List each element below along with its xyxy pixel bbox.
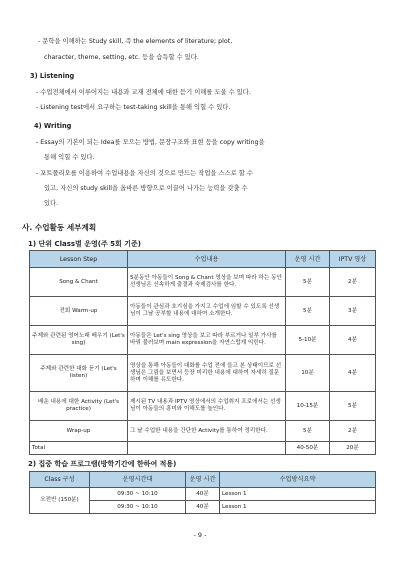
col-header-lesson-step: Lesson Step bbox=[30, 251, 128, 268]
cell-content: 5분동안 아동들이 Song & Chant 영상을 보며 따라 하는 동안 선생님은 신속하게 출결과 숙제검사를 한다. bbox=[128, 268, 286, 297]
intro-line-2: character, theme, setting, etc. 등을 습득할 수 있다. bbox=[44, 54, 199, 61]
col-header-class: Class 구성 bbox=[30, 472, 90, 488]
writing-line-5: 있다. bbox=[44, 200, 59, 207]
listening-heading: 3) Listening bbox=[30, 72, 75, 80]
col-header-iptv: IPTV 영상 bbox=[330, 251, 376, 268]
writing-line-3: - 포트폴리오를 이용하여 수업내용을 자신의 것으로 만드는 작업을 스스로 할 수 bbox=[36, 170, 253, 177]
col-header-time: 운영 시간 bbox=[286, 251, 330, 268]
table2-title: 2) 집중 학습 프로그램(방학기간에 한하여 적용) bbox=[28, 460, 177, 468]
class-operation-table bbox=[29, 250, 376, 455]
cell-step: Wrap-up bbox=[30, 421, 128, 442]
cell-class-group: 오전반 (150분) bbox=[30, 488, 90, 514]
cell-content: 아동들이 관심과 호기심을 가지고 수업에 임할 수 있도록 선생님이 그날 공부할 내용에 대하여 소개한다. bbox=[128, 297, 286, 326]
writing-line-1: - Essay의 기본이 되는 Idea를 모으는 방법, 문장구조와 표현 등을 copy writing을 bbox=[36, 139, 265, 146]
table-row bbox=[30, 268, 376, 297]
table-row bbox=[30, 488, 376, 501]
cell-time: 5분 bbox=[286, 297, 330, 326]
cell-time: 5분 bbox=[286, 268, 330, 297]
cell-summary: Lesson 1 bbox=[220, 501, 376, 514]
cell-content: 제시된 TV 내용과 IPTV 영상에서의 수업취지 프로에서는 선생님이 아동들의 흥미와 이해도를 높인다. bbox=[128, 392, 286, 421]
cell-iptv: 5분 bbox=[330, 392, 376, 421]
cell-content: 영상을 통해 아동들이 대화를 수업 전에 들고 본 상태이므로 선생님은 그림을 보면서 등장 미리한 내용에 대하여 자세히 질문하며 이해를 유도한다. bbox=[128, 355, 286, 392]
writing-line-4: 있고, 자신의 study skill을 올바른 방향으로 이끌어 나가는 능력을 갖출 수 bbox=[44, 185, 248, 192]
col-header-time: 운영 시간 bbox=[186, 472, 220, 488]
table-row bbox=[30, 355, 376, 392]
cell-iptv: 2분 bbox=[330, 421, 376, 442]
cell-step: 주제와 관련된 영어노래 배우기 (Let's sing) bbox=[30, 326, 128, 355]
cell-iptv: 2분 bbox=[330, 268, 376, 297]
table-row-total bbox=[30, 442, 376, 455]
writing-line-2: 통해 익힐 수 있다. bbox=[44, 154, 95, 161]
cell-content: 아동들은 Let's sing 영상을 보고 따라 부르거나 일부 가사를 바꿔 불러보며 main expression을 자연스럽게 익힌다. bbox=[128, 326, 286, 355]
cell-time: 40분 bbox=[186, 501, 220, 514]
cell-time: 40분 bbox=[186, 488, 220, 501]
table-row bbox=[30, 392, 376, 421]
cell-time: 5-10분 bbox=[286, 326, 330, 355]
cell-content: 그 날 수업한 내용을 간단한 Activity를 통하여 정리한다. bbox=[128, 421, 286, 442]
cell-summary: Lesson 1 bbox=[220, 488, 376, 501]
table1-title: 1) 단위 Class별 운영(주 5회 기준) bbox=[28, 240, 141, 248]
cell-time: 40-50분 bbox=[286, 442, 330, 455]
cell-slot: 09:30 ~ 10:10 bbox=[90, 488, 186, 501]
listening-line-2: - Listening test에서 요구하는 test-taking skill을 통해 익힐 수 있다. bbox=[36, 104, 231, 111]
cell-step: Total bbox=[30, 442, 128, 455]
cell-step: Song & Chant bbox=[30, 268, 128, 297]
col-header-summary: 수업방식요약 bbox=[220, 472, 376, 488]
cell-iptv: 4분 bbox=[330, 326, 376, 355]
cell-time: 10분 bbox=[286, 355, 330, 392]
table-row bbox=[30, 297, 376, 326]
col-header-slot: 운영시간대 bbox=[90, 472, 186, 488]
cell-iptv: 4분 bbox=[330, 355, 376, 392]
cell-step: 전회 Warm-up bbox=[30, 297, 128, 326]
listening-line-1: - 수업전체에서 이루어지는 내용과 교재 전체에 대한 듣기 이해를 도울 수 있다. bbox=[36, 89, 251, 96]
col-header-content: 수업내용 bbox=[128, 251, 286, 268]
intensive-program-table bbox=[29, 471, 376, 514]
cell-time: 10-15분 bbox=[286, 392, 330, 421]
page-number: - 9 - bbox=[193, 531, 207, 539]
cell-step: 주제와 관련한 대화 듣기 (Let's listen) bbox=[30, 355, 128, 392]
cell-slot: 09:30 ~ 10:10 bbox=[90, 501, 186, 514]
intro-line-1: - 문학을 이해하는 Study skill, 즉 the elements of literature; plot, bbox=[38, 38, 233, 45]
cell-time: 5분 bbox=[286, 421, 330, 442]
cell-iptv: 20분 bbox=[330, 442, 376, 455]
section-title: 사. 수업활동 세부계획 bbox=[22, 223, 97, 232]
table-row bbox=[30, 421, 376, 442]
table-row bbox=[30, 326, 376, 355]
cell-iptv: 3분 bbox=[330, 297, 376, 326]
cell-step: 배운 내용에 대한 Activity (Let's practice) bbox=[30, 392, 128, 421]
cell-content bbox=[128, 442, 286, 455]
writing-heading: 4) Writing bbox=[34, 122, 72, 130]
